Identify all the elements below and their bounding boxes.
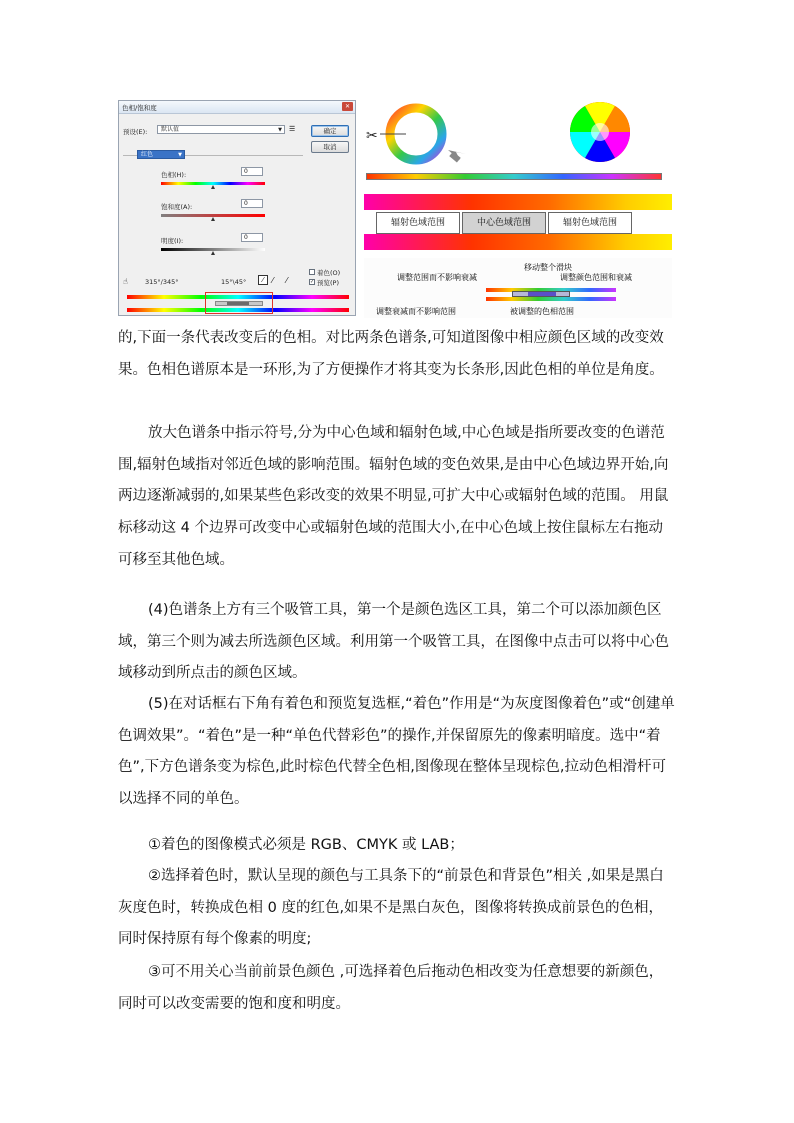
- radial-range-left-tab: 辐射色域范围: [376, 212, 460, 234]
- radial-range-right-tab: 辐射色域范围: [548, 212, 632, 234]
- cancel-button[interactable]: 取消: [311, 141, 349, 153]
- hand-tool-icon[interactable]: ☝: [123, 277, 128, 286]
- scissors-icon: ✂: [366, 128, 378, 144]
- chevron-down-icon: ▼: [278, 127, 282, 133]
- annotation-hue-bar-bottom: [486, 297, 616, 301]
- annotation-adjust-fade-no-range: 调整衰减而不影响范围: [376, 307, 456, 316]
- close-icon[interactable]: ✕: [342, 102, 353, 111]
- preset-label: 预设(E):: [123, 128, 148, 136]
- saturation-label: 饱和度(A):: [161, 203, 193, 211]
- hue-saturation-dialog: [118, 100, 356, 316]
- color-band-top: [364, 194, 672, 210]
- paragraph-5: ①着色的图像模式必须是 RGB、CMYK 或 LAB；: [148, 837, 464, 853]
- annotation-center-range: [528, 292, 556, 296]
- lightness-slider-thumb[interactable]: [211, 251, 215, 255]
- paragraph-7: ③可不用关心当前前景色颜色 ,可选择着色后拖动色相改变为任意想要的新颜色，同时可以改变需要的饱和度和明度。: [118, 964, 664, 1012]
- paragraph-3: (4)色谱条上方有三个吸管工具，第一个是颜色选区工具，第二个可以添加颜色区域，第三个则为减去所选颜色区域。利用第一个吸管工具，在图像中点击可以将中心色域移动到所点击的颜色区域。: [118, 602, 669, 682]
- dialog-title: 色相/饱和度: [122, 104, 157, 112]
- hue-label: 色相(H):: [161, 171, 187, 179]
- paragraph-4: (5)在对话框右下角有着色和预览复选框,“着色”作用是“为灰度图像着色”或“创建单色调效果”。“着色”是一种“单色代替彩色”的操作,并保留原先的像素明暗度。选中“着色”,下方色谱条变为棕色,此时棕色代替全色相,图像现在整体呈现棕色,拉动色相滑杆可以选择不同的单色。: [118, 696, 675, 808]
- chevron-down-icon: ▼: [178, 152, 182, 158]
- range-right-readout: 15°\45°: [221, 278, 247, 286]
- hue-spectrum-strip: [366, 173, 662, 180]
- range-left-readout: 315°/345°: [145, 278, 179, 286]
- color-band-bottom: [364, 234, 672, 250]
- annotation-move-slider: 移动整个滑块: [524, 263, 572, 272]
- annotation-adjusted-range: 被调整的色相范围: [510, 307, 574, 316]
- paragraph-2: 放大色谱条中指示符号,分为中心色域和辐射色域,中心色域是指所要改变的色谱范围,辐射色域指对邻近色域的影响范围。辐射色域的变色效果,是由中心色域边界开始,向两边逐渐减弱的,如果某些色彩改变的效果不明显,可扩大中心或辐射色域的范围。 用鼠标移动这 4 个边界可改变中心或辐射色域的范围大小,在中心色域上按住鼠标左右拖动可移至其他色域。: [118, 425, 669, 568]
- preview-checkbox[interactable]: ✓: [310, 279, 315, 285]
- annotation-adjust-color-fade: 调整颜色范围和衰减: [560, 273, 632, 282]
- channel-select[interactable]: 红色 ▼: [137, 150, 185, 159]
- color-wheel: [570, 102, 630, 162]
- annotation-adjust-no-fade: 调整范围而不影响衰减: [397, 273, 477, 282]
- preview-label: 预览(P): [317, 279, 339, 287]
- paragraph-1: 的,下面一条代表改变后的色相。对比两条色谱条,可知道图像中相应颜色区域的改变效果。色相色谱原本是一环形,为了方便操作才将其变为长条形,因此色相的单位是角度。: [118, 330, 664, 378]
- eyedropper-plus-icon[interactable]: ⁄: [272, 276, 274, 285]
- preset-select[interactable]: 默认值 ▼: [157, 125, 285, 134]
- paragraph-6: ②选择着色时，默认呈现的颜色与工具条下的“前景色和背景色”相关 ,如果是黑白灰度色时，转换成色相 0 度的红色,如果不是黑白灰色，图像将转换成前景色的色相，同时保持原有每个像素的明度;: [118, 868, 664, 948]
- lightness-label: 明度(I):: [161, 237, 184, 245]
- hue-input[interactable]: 0: [241, 167, 263, 176]
- lightness-input[interactable]: 0: [241, 233, 263, 242]
- center-range-tab: 中心色域范围: [462, 212, 546, 234]
- saturation-slider-thumb[interactable]: [211, 217, 215, 221]
- dialog-titlebar: [119, 101, 355, 114]
- saturation-input[interactable]: 0: [241, 199, 263, 208]
- eyedropper-icon[interactable]: ⁄: [258, 275, 268, 285]
- eyedropper-minus-icon[interactable]: ⁄: [286, 276, 288, 285]
- center-range[interactable]: [227, 302, 249, 305]
- preset-options-icon[interactable]: ☰: [289, 125, 296, 133]
- hue-slider-thumb[interactable]: [211, 185, 215, 189]
- colorize-label: 着色(O): [317, 269, 341, 277]
- hue-wheel-figure: [362, 98, 672, 170]
- ok-button[interactable]: 确定: [311, 125, 349, 137]
- colorize-checkbox[interactable]: [309, 269, 315, 275]
